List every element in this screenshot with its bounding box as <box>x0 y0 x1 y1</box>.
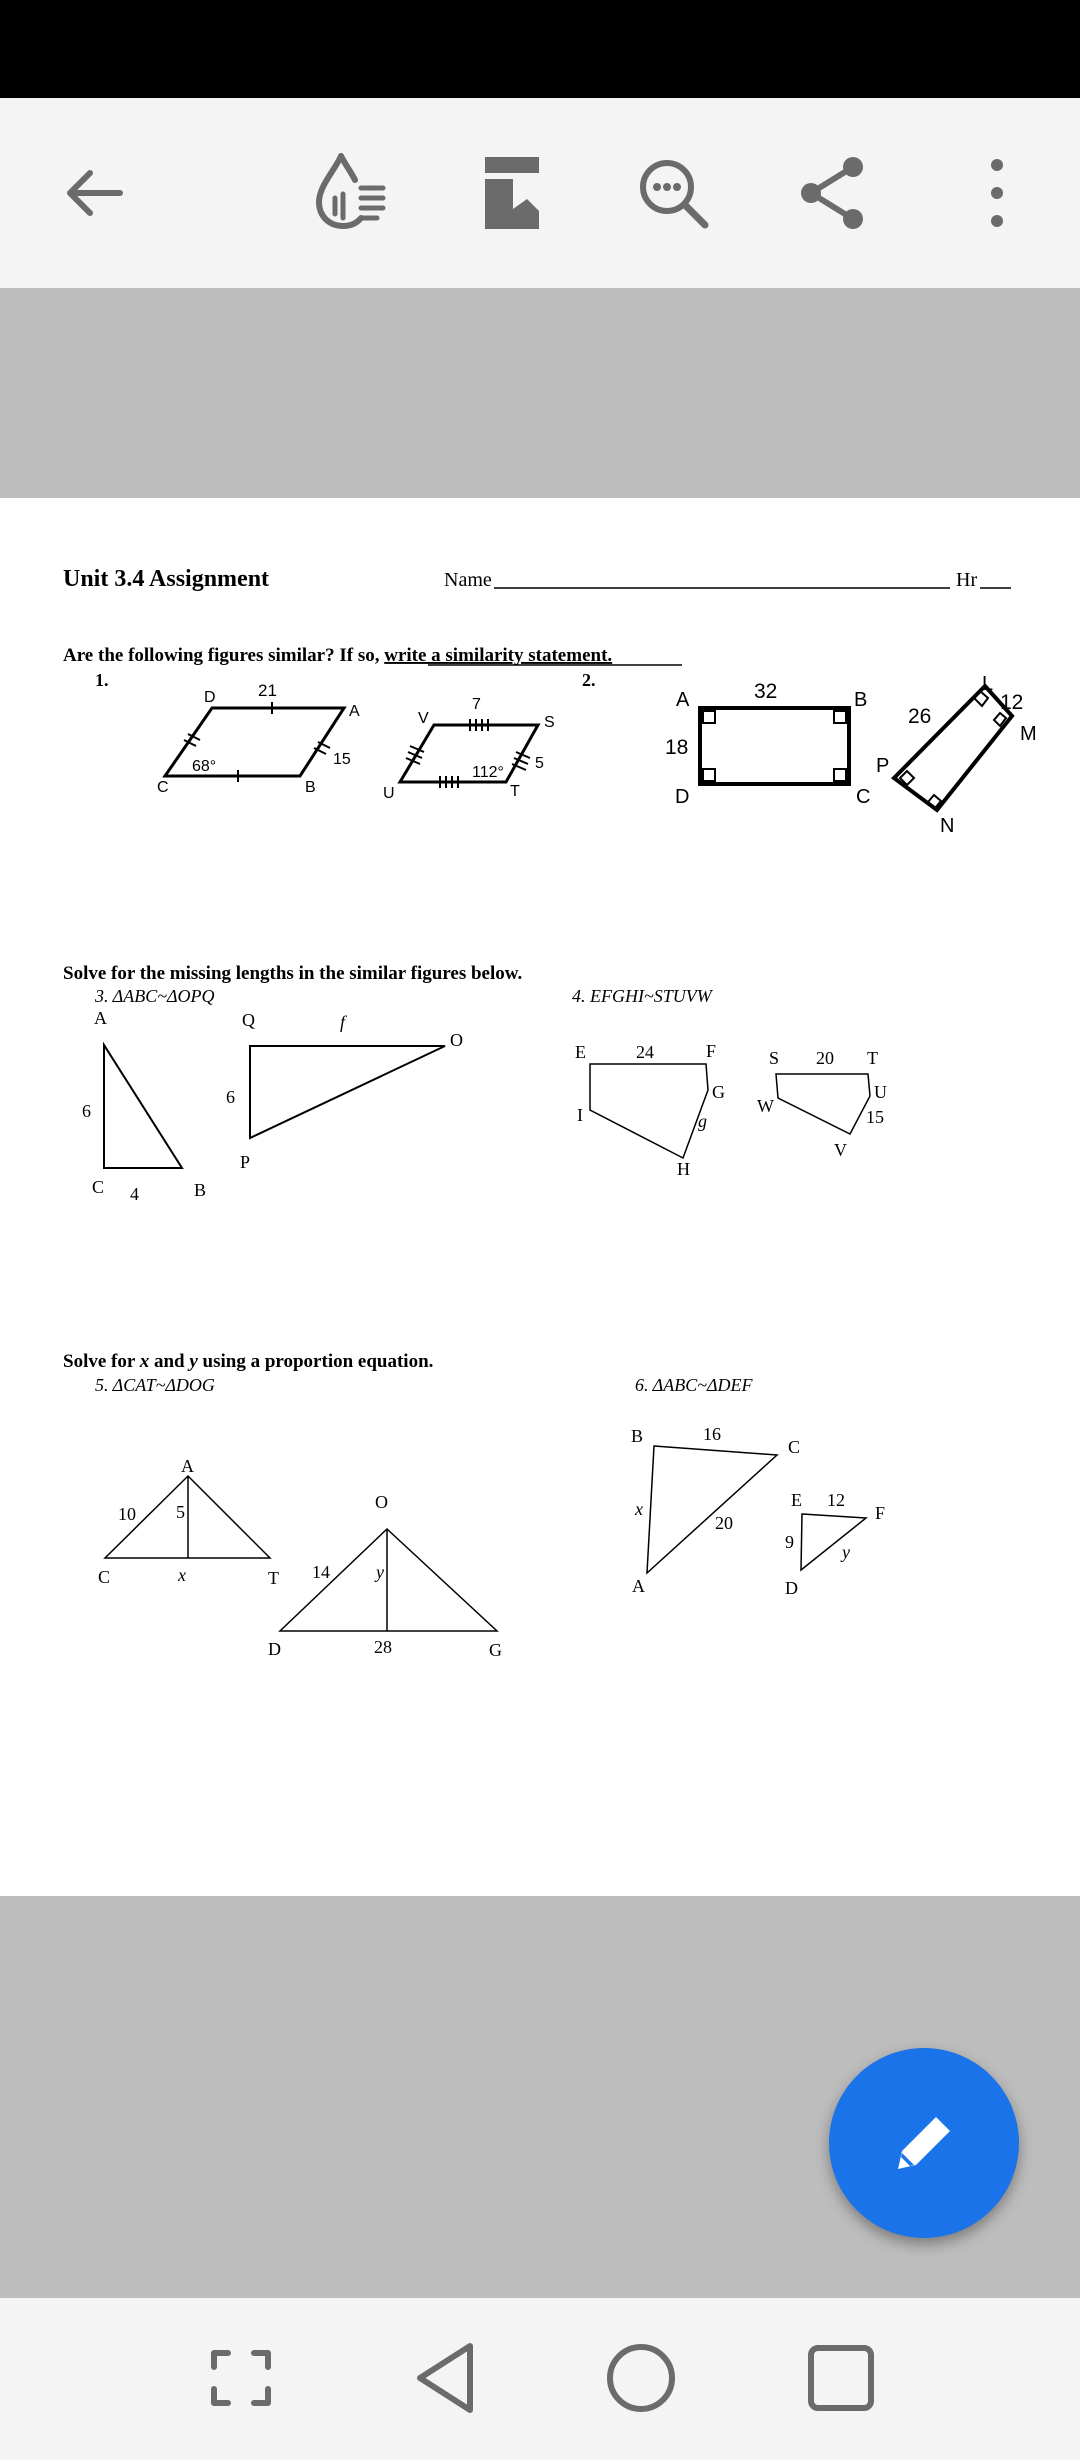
svg-text:I: I <box>577 1105 583 1125</box>
svg-text:C: C <box>788 1437 801 1457</box>
more-vert-icon[interactable] <box>937 133 1057 253</box>
svg-text:21: 21 <box>258 681 277 700</box>
svg-text:A: A <box>94 1008 107 1028</box>
figure-2 <box>665 673 1037 837</box>
edit-fab-button[interactable] <box>829 2048 1019 2238</box>
svg-text:12: 12 <box>1000 691 1024 714</box>
svg-text:32: 32 <box>754 680 778 703</box>
svg-text:Q: Q <box>242 1010 255 1030</box>
svg-text:V: V <box>834 1140 847 1160</box>
svg-text:D: D <box>268 1639 281 1659</box>
svg-text:B: B <box>631 1426 644 1446</box>
svg-text:D: D <box>204 689 216 706</box>
svg-text:N: N <box>940 815 955 837</box>
svg-text:T: T <box>268 1568 279 1588</box>
svg-text:f: f <box>340 1012 346 1032</box>
svg-text:W: W <box>757 1096 774 1116</box>
svg-text:y: y <box>842 1542 850 1562</box>
q1-number: 1. <box>95 670 109 690</box>
svg-text:4: 4 <box>130 1184 139 1204</box>
svg-text:15: 15 <box>333 751 351 768</box>
figure-4 <box>575 1041 887 1179</box>
share-icon[interactable] <box>773 133 893 253</box>
q2-number: 2. <box>582 670 596 690</box>
svg-text:F: F <box>706 1041 717 1061</box>
svg-text:A: A <box>676 689 690 711</box>
ink-drop-icon[interactable] <box>290 133 410 253</box>
svg-text:g: g <box>698 1111 707 1131</box>
svg-text:B: B <box>194 1180 207 1200</box>
figure-1 <box>157 681 555 802</box>
document-page <box>0 498 1080 1896</box>
search-icon[interactable] <box>613 133 733 253</box>
q5-label: 5. ΔCAT~ΔDOG <box>95 1375 215 1395</box>
svg-text:P: P <box>240 1152 251 1172</box>
svg-text:C: C <box>92 1177 105 1197</box>
pencil-icon <box>884 2103 964 2183</box>
name-label: Name <box>444 569 492 591</box>
svg-text:S: S <box>544 714 555 731</box>
svg-text:A: A <box>349 703 360 720</box>
svg-text:O: O <box>450 1030 463 1050</box>
svg-text:x: x <box>635 1499 643 1519</box>
svg-text:A: A <box>632 1576 645 1596</box>
svg-text:12: 12 <box>827 1490 845 1510</box>
worksheet <box>0 498 1080 1896</box>
svg-text:G: G <box>489 1640 502 1660</box>
svg-text:G: G <box>712 1082 725 1102</box>
page-title: Unit 3.4 Assignment <box>63 566 270 592</box>
section3-heading: Solve for x and y using a proportion equation. <box>63 1351 434 1372</box>
system-nav-bar <box>0 2298 1080 2460</box>
q4-label: 4. EFGHI~STUVW <box>572 986 712 1006</box>
bookmark-icon[interactable] <box>452 133 572 253</box>
svg-text:28: 28 <box>374 1637 392 1657</box>
home-circle-icon[interactable] <box>586 2323 696 2433</box>
svg-text:E: E <box>791 1490 802 1510</box>
svg-text:x: x <box>178 1565 186 1585</box>
svg-text:20: 20 <box>816 1048 834 1068</box>
svg-text:15: 15 <box>866 1107 884 1127</box>
svg-text:L: L <box>982 673 994 695</box>
svg-text:10: 10 <box>118 1504 136 1524</box>
svg-text:B: B <box>854 689 868 711</box>
figure-6 <box>631 1424 885 1598</box>
svg-text:14: 14 <box>312 1562 330 1582</box>
figure-3 <box>82 1008 463 1204</box>
svg-text:V: V <box>418 710 429 727</box>
svg-text:D: D <box>785 1578 798 1598</box>
svg-text:E: E <box>575 1042 586 1062</box>
section1-heading: Are the following figures similar? If so, write a similarity statement. <box>63 645 613 666</box>
recents-square-icon[interactable] <box>786 2323 896 2433</box>
svg-text:16: 16 <box>703 1424 721 1444</box>
svg-text:M: M <box>1020 723 1037 745</box>
svg-text:U: U <box>383 785 395 802</box>
svg-text:C: C <box>856 786 871 808</box>
section2-heading: Solve for the missing lengths in the similar figures below. <box>63 963 523 984</box>
svg-text:7: 7 <box>472 696 481 713</box>
svg-text:S: S <box>769 1048 780 1068</box>
svg-text:D: D <box>675 786 690 808</box>
svg-text:68°: 68° <box>192 758 217 775</box>
figure-5 <box>98 1456 502 1660</box>
fullscreen-icon[interactable] <box>186 2323 296 2433</box>
svg-text:B: B <box>305 779 316 796</box>
svg-text:18: 18 <box>665 736 689 759</box>
svg-text:24: 24 <box>636 1042 654 1062</box>
svg-text:6: 6 <box>82 1101 91 1121</box>
svg-text:P: P <box>876 755 890 777</box>
q3-label: 3. ΔABC~ΔOPQ <box>95 986 215 1006</box>
svg-text:26: 26 <box>908 705 932 728</box>
svg-text:5: 5 <box>535 755 544 772</box>
svg-text:C: C <box>157 779 169 796</box>
svg-text:O: O <box>375 1492 388 1512</box>
svg-text:H: H <box>677 1159 690 1179</box>
svg-text:T: T <box>510 783 520 800</box>
app-toolbar <box>0 98 1080 288</box>
svg-text:20: 20 <box>715 1513 733 1533</box>
svg-text:9: 9 <box>785 1532 794 1552</box>
svg-text:112°: 112° <box>472 764 504 781</box>
q6-label: 6. ΔABC~ΔDEF <box>635 1375 753 1395</box>
svg-text:5: 5 <box>176 1502 185 1522</box>
svg-text:U: U <box>874 1082 887 1102</box>
arrow-left-icon[interactable] <box>35 133 155 253</box>
back-triangle-icon[interactable] <box>390 2323 500 2433</box>
svg-text:6: 6 <box>226 1087 235 1107</box>
svg-text:F: F <box>875 1503 886 1523</box>
svg-text:A: A <box>181 1456 194 1476</box>
status-bar <box>0 0 1080 98</box>
svg-text:T: T <box>867 1048 878 1068</box>
svg-text:y: y <box>376 1562 384 1582</box>
svg-text:C: C <box>98 1567 111 1587</box>
hour-label: Hr <box>956 569 978 591</box>
